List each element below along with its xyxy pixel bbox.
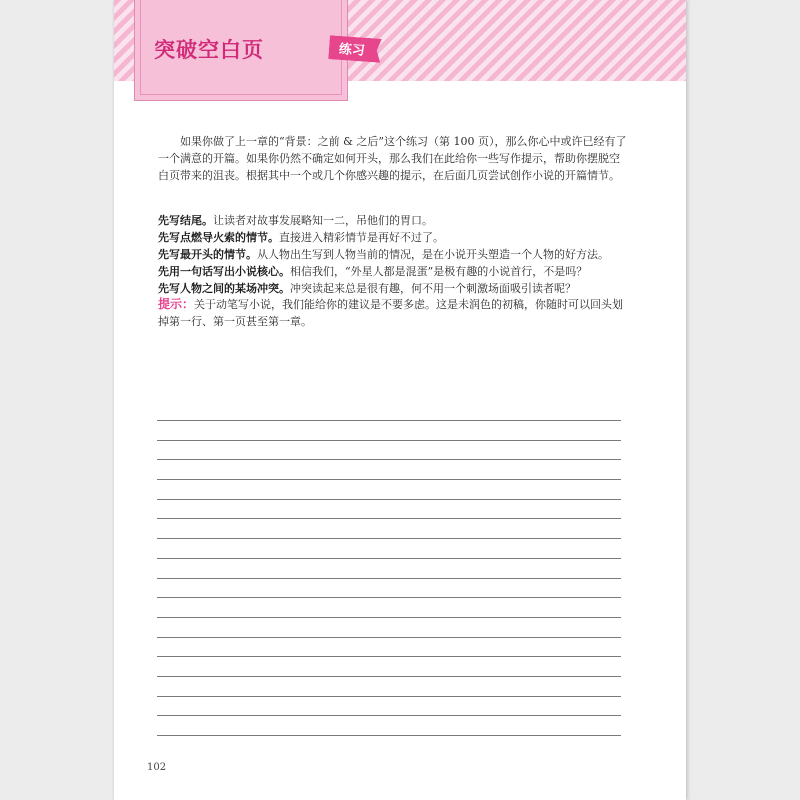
writing-line [157, 459, 621, 460]
tip-lead: 先写结尾。 [158, 214, 213, 227]
tip-item [158, 263, 630, 280]
writing-line [157, 578, 621, 579]
intro-paragraph: 如果你做了上一章的“背景：之前 & 之后”这个练习（第 100 页），那么你心中或许已经有了一个满意的开篇。如果你仍然不确定如何开头，那么我们在此给你一些写作提示，帮助你摆脱空白页带来的沮丧。根据其中一个或几个你感兴趣的提示，在后面几页尝试创作小说的开篇情节。 [158, 135, 627, 182]
page-number: 102 [147, 762, 167, 773]
tip-text: 从人物出生写到人物当前的情况，是在小说开头塑造一个人物的好方法。 [257, 248, 609, 261]
writing-tips-list [158, 212, 630, 297]
hint-label: 提示： [158, 297, 195, 311]
writing-line [157, 538, 621, 539]
writing-line [157, 558, 621, 559]
hint-text: 关于动笔写小说，我们能给你的建议是不要多虑。这是未润色的初稿，你随时可以回头划掉第一行、第一页甚至第一章。 [158, 298, 624, 328]
tip-text: 让读者对故事发展略知一二，吊他们的胃口。 [213, 214, 433, 227]
writing-line [157, 499, 621, 500]
writing-line [157, 715, 621, 716]
tip-text: 相信我们，“外星人都是混蛋”是极有趣的小说首行，不是吗？ [290, 265, 588, 278]
tip-lead: 先写最开头的情节。 [158, 248, 257, 261]
writing-line [157, 735, 621, 736]
writing-line [157, 676, 621, 677]
writing-line [157, 617, 621, 618]
tip-text: 冲突读起来总是很有趣，何不用一个刺激场面吸引读者呢？ [290, 282, 576, 295]
tip-lead: 先用一句话写出小说核心。 [158, 265, 290, 278]
writing-lines[interactable] [157, 420, 621, 755]
writing-line [157, 597, 621, 598]
tip-lead: 先写人物之间的某场冲突。 [158, 282, 290, 295]
writing-line [157, 440, 621, 441]
writing-line [157, 696, 621, 697]
tip-item [158, 280, 630, 297]
writing-line [157, 420, 621, 421]
page-title: 突破空白页 [154, 38, 264, 62]
writing-line [157, 656, 621, 657]
book-page [114, 0, 686, 800]
tip-item [158, 212, 630, 229]
exercise-ribbon-label: 练习 [338, 42, 366, 59]
writing-line [157, 518, 621, 519]
tip-text: 直接进入精彩情节是再好不过了。 [279, 231, 444, 244]
writing-line [157, 637, 621, 638]
tip-item [158, 246, 630, 263]
writing-line [157, 479, 621, 480]
tip-item [158, 229, 630, 246]
hint-note [158, 296, 630, 330]
tip-lead: 先写点燃导火索的情节。 [158, 231, 279, 244]
